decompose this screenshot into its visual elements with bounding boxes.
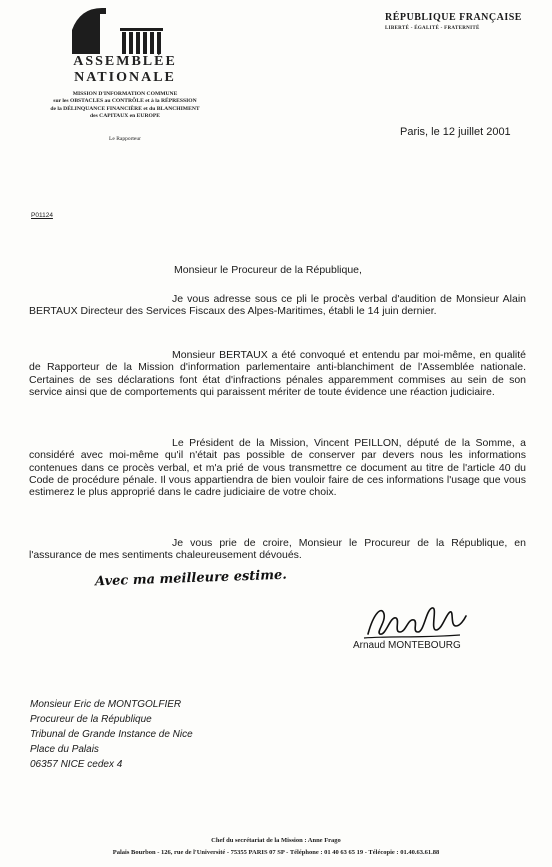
signature	[360, 602, 470, 644]
mission-title	[36, 91, 214, 121]
footer-contact: Palais Bourbon - 126, rue de l'Université - 75355 PARIS 07 SP - Téléphone : 01 40 63 65 19 - Télécopie : 01.40.63.61.88	[112, 849, 440, 856]
body-paragraph: Je vous adresse sous ce pli le procès verbal d'audition de Monsieur Alain BERTAUX Directeur des Services Fiscaux des Alpes-Maritimes, établi le 14 juin dernier.	[29, 293, 526, 318]
footer-secretariat: Chef du secrétariat de la Mission : Anne Frago	[211, 837, 341, 844]
republic-title: RÉPUBLIQUE FRANÇAISE	[385, 12, 522, 23]
body-paragraph: Le Président de la Mission, Vincent PEILLON, député de la Somme, a considéré avec moi-même qu'il n'était pas possible de conserver par devers nous les informations contenues dans ce procès verbal, et m'a prié de vous transmettre ce document au titre de l'article 40 du Code de procédure pénale. Il vous appartiendra de bien vouloir faire de ces informations l'usage que vous estimerez le plus approprié dans le cadre judiciaire de votre choix.	[29, 437, 526, 499]
salutation: Monsieur le Procureur de la République,	[174, 264, 362, 276]
mission-title-line: de la DÉLINQUANCE FINANCIÈRE et du BLANCHIMENT	[50, 105, 200, 112]
handwritten-note: Avec ma meilleure estime.	[94, 567, 288, 590]
address-line: Place du Palais	[30, 744, 99, 755]
address-line: Procureur de la République	[30, 714, 152, 725]
org-name-line2: NATIONALE	[74, 70, 176, 85]
org-name-line1: ASSEMBLÉE	[73, 54, 177, 69]
assemblee-nationale-logo	[72, 8, 176, 54]
mission-title-line: sur les OBSTACLES au CONTRÔLE et à la RÉPRESSION	[53, 98, 197, 105]
address-line: 06357 NICE cedex 4	[30, 759, 123, 770]
closing-paragraph: Je vous prie de croire, Monsieur le Procureur de la République, en l'assurance de mes sentiments chaleureusement dévoués.	[29, 537, 526, 562]
signer-name: Arnaud MONTEBOURG	[353, 640, 461, 651]
address-line: Tribunal de Grande Instance de Nice	[30, 729, 193, 740]
reference-number: P01124	[31, 212, 53, 219]
mission-title-line: MISSION D'INFORMATION COMMUNE	[72, 91, 178, 97]
letter-date: Paris, le 12 juillet 2001	[400, 126, 511, 138]
address-line: Monsieur Eric de MONTGOLFIER	[30, 699, 182, 710]
republic-motto: LIBERTÉ - ÉGALITÉ - FRATERNITÉ	[385, 26, 480, 31]
mission-title-line: des CAPITAUX en EUROPE	[90, 113, 160, 120]
recipient-address	[30, 697, 193, 772]
rapporteur-label: Le Rapporteur	[109, 136, 141, 142]
body-paragraph: Monsieur BERTAUX a été convoqué et entendu par moi-même, en qualité de Rapporteur de la Mission d'information parlementaire anti-blanchiment de l'Assemblée nationale. Certaines de ses déclarations font état d'infractions pénales apparemment commises au sein de son service ainsi que de comportements qui paraissent mériter de toute évidence une réaction judiciaire.	[29, 349, 526, 398]
